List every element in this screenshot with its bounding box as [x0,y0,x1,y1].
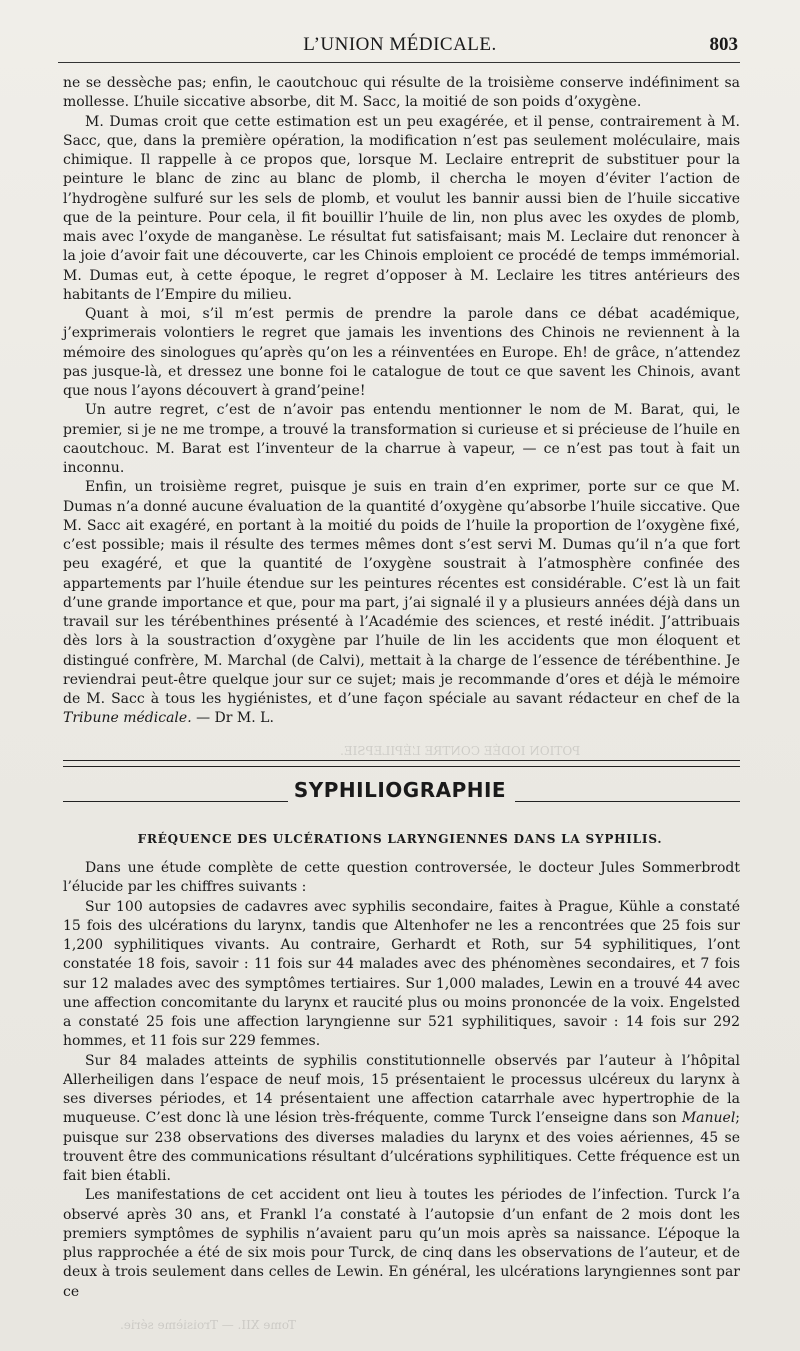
journal-title: L’UNION MÉDICALE. [303,34,497,55]
section-title: SYPHILIOGRAPHIE [293,778,507,802]
author-signature: — Dr M. L. [191,710,274,727]
paragraph: Quant à moi, s’il m’est permis de prendre la parole dans ce débat académique, j’exprimerais volontiers le regret que jamais les inventions des Chinois ne reviennent à la mémoire des sinologues qu’après qu’on les a réinventées en Europe. Eh! de grâce, n’attendez pas jusque-là, et dressez une bonne foi le catalogue de tout ce que savent les Chinois, avant que nous l’ayons découvert à grand’peine! [63,306,740,399]
paragraph: Dans une étude complète de cette question controversée, le docteur Jules Sommerbrodt l’élucide par les chiffres suivants : [63,860,740,896]
show-through-text: POTION IODÉE CONTRE L’ÉPILEPSIE. [340,744,581,758]
title-rule-right [515,801,740,802]
paragraph-text: ; puisque sur 238 observations des diverses maladies du larynx et des voies aériennes, 45 se trouvent être des communications résultant d’ulcérations syphilitiques. Cette fréquence est un fait bien établi. [63,1110,741,1184]
paragraph-text: Sur 84 malades atteints de syphilis constitutionnelle observés par l’auteur à l’hôpital Allerheiligen dans l’espace de neuf mois, 15 présentaient le processus ulcéreux du larynx à ses diverses périodes, et 14 présentaient une affection catarrhale avec hypertrophie de la muqueuse. C’est donc là une lésion très-fréquente, comme Turck l’enseigne dans son [63,1052,740,1127]
running-head [0,34,800,58]
show-through-text: Tome XII. — Troisième série. [120,1318,297,1332]
paragraph-text: Enfin, un troisième regret, puisque je suis en train d’en exprimer, porte sur ce que M. Dumas n’a donné aucune évaluation de la quantité d’oxygène qu’absorbe l’huile siccative. Que M. Sacc ait exagéré, en portant à la moitié du poids de l’huile la proportion de l’oxygène fixé, c’est possible; mais il résulte des termes mêmes dont s’est servi M. Dumas qu’il n’a que fort peu exagéré, et que la quantité de l’oxygène soustrait à l’atmosphère confinée des appartements par l’huile étendue sur les peintures récentes est considérable. C’est là un fait d’une grande importance et que, pour ma part, j’ai signalé il y a plusieurs années déjà dans un travail sur les térébenthines présenté à l’Académie des sciences, et resté inédit. J’attribuais dès lors à la soustraction d’oxygène par l’huile de lin les accidents que mon éloquent et distingué confrère, M. Marchal (de Calvi), mettait à la charge de l’essence de térébenthine. Je reviendrai peut-être quelque jour sur ce sujet; mais je recommande d’ores et déjà le mémoire de M. Sacc à tous les hygiénistes, et d’une façon spéciale au savant rédacteur en chef de la [63,479,740,707]
page-number: 803 [709,34,738,55]
paragraph: ne se dessèche pas; enfin, le caoutchouc qui résulte de la troisième conserve indéfiniment sa mollesse. L’huile siccative absorbe, dit M. Sacc, la moitié de son poids d’oxygène. [63,75,740,111]
paragraph: M. Dumas croit que cette estimation est un peu exagérée, et il pense, contrairement à M. Sacc, que, dans la première opération, la modification n’est pas seulement moléculaire, mais chimique. Il rappelle à ce propos que, lorsque M. Leclaire entreprit de substituer pour la peinture le blanc de zinc au blanc de plomb, il chercha le moyen d’éviter l’action de l’hydrogène sulfuré sur les sels de plomb, et voulut les bannir aussi bien de l’huile siccative que de la peinture. Pour cela, il fit bouillir l’huile de lin, non plus avec les oxydes de plomb, mais avec l’oxyde de manganèse. Le résultat fut satisfaisant; mais M. Leclaire dut renoncer à la joie d’avoir fait une découverte, car les Chinois emploient ce procédé de temps immémorial. M. Dumas eut, à cette époque, le regret d’opposer à M. Leclaire les titres antérieurs des habitants de l’Empire du milieu. [63,113,740,303]
article-title: FRÉQUENCE DES ULCÉRATIONS LARYNGIENNES DANS LA SYPHILIS. [137,832,663,846]
article-chinese-oil [63,74,740,729]
paragraph: Un autre regret, c’est de n’avoir pas entendu mentionner le nom de M. Barat, qui, le premier, si je ne me trompe, a trouvé la transformation si curieuse et si précieuse de l’huile en caoutchouc. M. Barat est l’inventeur de la charrue à vapeur, — ce n’est pas tout à fait un inconnu. [63,402,740,476]
article-laryngeal-ulcerations [63,859,740,1302]
section-divider [63,760,740,767]
header-rule [58,62,740,63]
paragraph: Sur 100 autopsies de cadavres avec syphilis secondaire, faites à Prague, Kühle a constaté 15 fois des ulcérations du larynx, tandis que Altenhofer ne les a rencontrées que 25 fois sur 1,200 syphilitiques vivants. Au contraire, Gerhardt et Roth, sur 54 syphilitiques, l’ont constatée 18 fois, savoir : 11 fois sur 44 malades avec des phénomènes secondaires, et 7 fois sur 12 malades avec des symptômes tertiaires. Sur 1,000 malades, Lewin en a trouvé 44 avec une affection concomitante du larynx et raucité plus ou moins prononcée de la voix. Engelsted a constaté 25 fois une affection laryngienne sur 521 syphilitiques, savoir : 14 fois sur 292 hommes, et 11 fois sur 229 femmes. [63,898,740,1050]
paragraph: Les manifestations de cet accident ont lieu à toutes les périodes de l’infection. Turck l’a observé après 30 ans, et Frankl l’a constaté à l’autopsie d’un enfant de 2 mois dont les premiers symptômes de syphilis n’avaient paru qu’un mois après sa naissance. L’époque la plus rapprochée a été de six mois pour Turck, de cinq dans les observations de l’auteur, et de deux à trois seulement dans celles de Lewin. En général, les ulcérations laryngiennes sont par ce [63,1187,740,1300]
book-reference: Manuel [681,1110,736,1127]
journal-reference: Tribune médicale. [63,710,192,727]
paragraph-with-signature [63,478,740,728]
paragraph-with-citation [63,1052,740,1187]
